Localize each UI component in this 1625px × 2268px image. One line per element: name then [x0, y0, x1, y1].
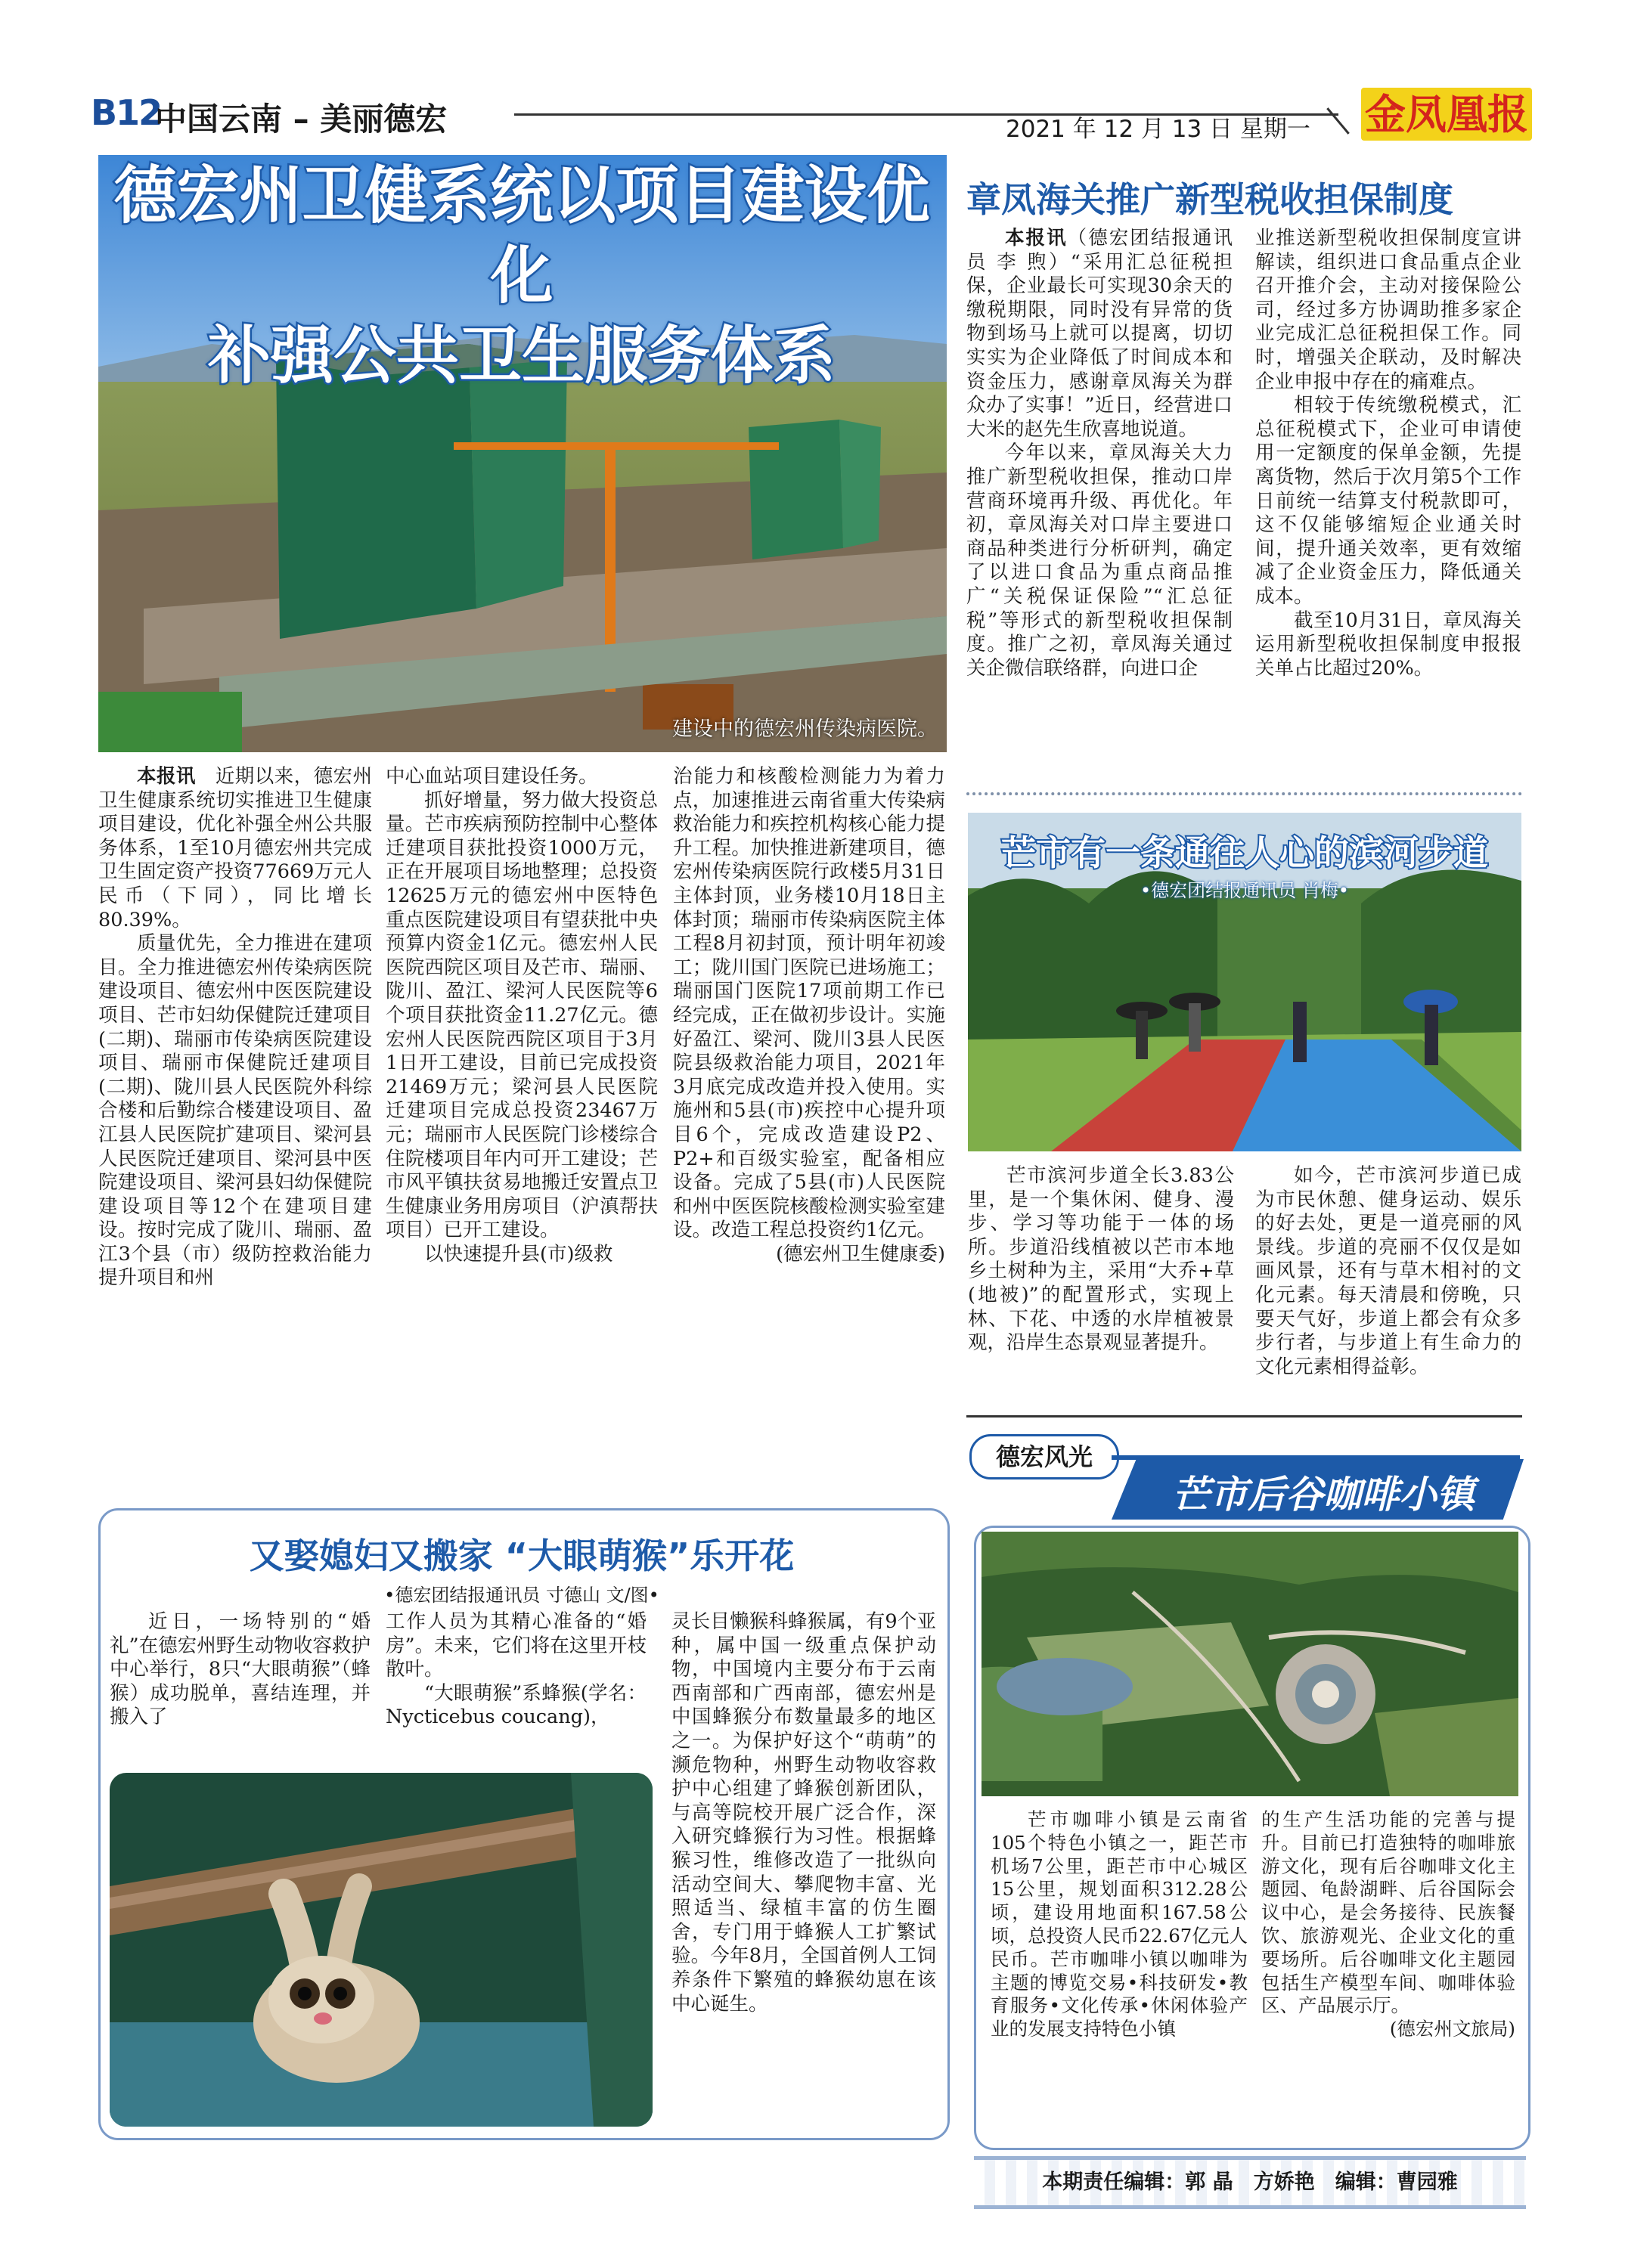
lead-para: 以快速提升县(市)级救: [424, 1242, 613, 1266]
lead-title-line2: 补强公共卫生服务体系: [208, 318, 836, 392]
loris-col-1: [110, 1610, 371, 1730]
logo-text: 金凤凰报: [1365, 90, 1528, 138]
column-tag-text: 德宏风光: [995, 1442, 1093, 1471]
lead-title: [98, 155, 945, 395]
customs-para: 本报讯（德宏团结报通讯员 李 煦）“采用汇总征税担保，企业最长可实现30余天的缴税期限，同时没有异常的货物到场马上就可以提离，切切实实为企业降低了时间成本和资金压力，感谢章凤海关为群众办了实事！”近日，经营进口大米的赵先生欣喜地说道。: [966, 227, 1233, 441]
loris-col-2: [386, 1610, 647, 1730]
lead-para: 质量优先，全力推进在建项目。全力推进德宏州传染病医院建设项目、德宏州中医医院建设项目、芒市妇幼保健院迁建项目(二期)、瑞丽市传染病医院建设项目、瑞丽市保健院迁建项目(二期)、陇川县人民医院外科综合楼和后勤综合楼建设项目、盈江县人民医院扩建项目、梁河县人民医院迁建项目、梁河县中医院建设项目、梁河县妇幼保健院建设项目等12个在建项目建设。按时完成了陇川、瑞丽、盈江3个县（市）级防控救治能力提升项目和州: [98, 932, 372, 1290]
customs-col-2: [1255, 227, 1521, 680]
lead-photo-caption: 建设中的德宏州传染病医院。: [672, 717, 938, 741]
loris-col-3: [671, 1610, 936, 2016]
coffee-para: 的生产生活功能的完善与提升。目前已打造独特的咖啡旅游文化，现有后谷咖啡文化主题园、龟龄湖畔、后谷国际会议中心，是会务接待、民族餐饮、旅游观光、企业文化的重要场所。后谷咖啡文化主题园包括生产模型车间、咖啡体验区、产品展示厅。: [1261, 1808, 1515, 2017]
slow-loris-photo: [110, 1773, 653, 2127]
riverwalk-col-1: [968, 1164, 1234, 1356]
customs-byline: 本报讯: [1005, 227, 1068, 249]
riverwalk-para: 芒市滨河步道全长3.83公里，是一个集休闲、健身、漫步、学习等功能于一体的场所。步道沿线植被以芒市本地乡土树种为主，采用“大乔+草(地被)”的配置形式，实现上林、下花、中透的水岸植被景观，沿岸生态景观显著提升。: [968, 1164, 1234, 1355]
newspaper-logo: [1354, 85, 1535, 144]
header-slash: [1326, 107, 1350, 135]
loris-para: “大眼萌猴”系蜂猴(学名：Nycticebus coucang)，: [386, 1681, 647, 1729]
lead-para: 本报讯 近期以来，德宏州卫生健康系统切实推进卫生健康项目建设，优化补强全州公共服务体系，1至10月德宏州共完成卫生固定资产投资77669万元人民币（下同），同比增长80.39%。: [98, 765, 372, 931]
coffee-para: 芒市咖啡小镇是云南省105个特色小镇之一，距芒市机场7公里，距芒市中心城区15公里，规划面积312.28公顷，建设用地面积167.58公顷，总投资人民币22.67亿元人民币。芒市咖啡小镇以咖啡为主题的博览交易•科技研发•教育服务•文化传承•休闲体验产业的发展支持特色小镇: [991, 1808, 1248, 2040]
coffee-col-1: [991, 1808, 1248, 2041]
coffee-title: 芒市后谷咖啡小镇: [1172, 1473, 1475, 1517]
coffee-town-aerial-photo: [982, 1532, 1518, 1796]
coffee-credit: (德宏州文旅局): [1389, 2018, 1515, 2040]
lead-para: 治能力和核酸检测能力为着力点，加速推进云南省重大传染病救治能力和疾控机构核心能力提升工程。加快推进新建项目，德宏州传染病医院行政楼5月31日主体封顶，业务楼10月18日主体封顶；瑞丽市传染病医院主体工程8月初封顶，预计明年初竣工；陇川国门医院已进场施工；瑞丽国门医院17项前期工作已经完成，正在做初步设计。实施好盈江、梁河、陇川3县人民医院县级救治能力项目，2021年3月底完成改造并投入使用。实施州和5县(市)疾控中心提升项目6个，完成改造建设P2、P2+和百级实验室，配备相应设备。完成了5县(市)人民医院和州中医医院核酸检测实验室建设。改造工程总投资约1亿元。: [673, 765, 945, 1242]
customs-col-1: [966, 227, 1233, 680]
footer-band: [974, 2156, 1526, 2209]
separator-rule: [966, 1415, 1522, 1418]
customs-para: 相较于传统缴税模式，汇总征税模式下，企业可申请使用一定额度的保单金额，先提离货物，然后于次月第5个工作日前统一结算支付税款即可，这不仅能够缩短企业通关时间，提升通关效率，更有效缩减了企业资金压力，降低通关成本。: [1255, 394, 1521, 608]
customs-para: 截至10月31日，章凤海关运用新型税收担保制度申报报关单占比超过20%。: [1255, 609, 1521, 680]
customs-title: 章凤海关推广新型税收担保制度: [966, 179, 1453, 220]
lead-col-2: [386, 765, 658, 1266]
loris-para: 工作人员为其精心准备的“婚房”。未来，它们将在这里开枝散叶。: [386, 1610, 647, 1681]
footer-editors: 本期责任编辑：郭 晶 方娇艳 编辑：曹园雅: [1042, 2170, 1458, 2194]
lead-credit: (德宏州卫生健康委): [776, 1242, 945, 1266]
issue-date: 2021 年 12 月 13 日 星期一: [1006, 116, 1310, 143]
lead-col-1: [98, 765, 372, 1290]
page-number: B12: [91, 92, 162, 133]
loris-title: 又娶媳妇又搬家 “大眼萌猴”乐开花: [249, 1535, 795, 1576]
section-title: 中国云南 – 美丽德宏: [155, 101, 448, 138]
lead-para: 中心血站项目建设任务。: [386, 765, 598, 788]
customs-para: 今年以来，章凤海关大力推广新型税收担保，推动口岸营商环境再升级、再优化。年初，章凤海关对口岸主要进口商品种类进行分析研判，确定了以进口食品为重点商品推广“关税保证保险”“汇总征税”等形式的新型税收担保制度。推广之初，章凤海关通过关企微信联络群，向进口企: [966, 442, 1233, 680]
coffee-col-2: [1261, 1808, 1515, 2041]
lead-title-line1: 德宏州卫健系统以项目建设优化: [113, 158, 930, 312]
column-tag: [969, 1434, 1119, 1479]
riverwalk-col-2: [1255, 1164, 1521, 1379]
loris-para: 灵长目懒猴科蜂猴属，有9个亚种，属中国一级重点保护动物，中国境内主要分布于云南西南部和广西南部，德宏州是中国蜂猴分布数量最多的地区之一。为保护好这个“萌萌”的濒危物种，州野生动物收容救护中心组建了蜂猴创新团队，与高等院校开展广泛合作，深入研究蜂猴行为习性。根据蜂猴习性，维修改造了一批纵向活动空间大、攀爬物丰富、光照适当、绿植丰富的仿生圈舍，专门用于蜂猴人工扩繁试验。今年8月，全国首例人工饲养条件下繁殖的蜂猴幼崽在该中心诞生。: [671, 1610, 936, 2015]
lead-col-3: [673, 765, 945, 1266]
lead-para: 抓好增量，努力做大投资总量。芒市疾病预防控制中心整体迁建项目获批投资1000万元，正在开展项目场地整理；总投资12625万元的德宏州中医特色重点医院建设项目有望获批中央预算内资金1亿元。德宏州人民医院西院区项目及芒市、瑞丽、陇川、盈江、梁河人民医院等6个项目获批资金11.27亿元。德宏州人民医院西院区项目于3月1日开工建设，目前已完成投资21469万元；梁河县人民医院迁建项目完成总投资23467万元；瑞丽市人民医院门诊楼综合住院楼项目年内可开工建设；芒市风平镇扶贫易地搬迁安置点卫生健康业务用房项目（沪滇帮扶项目）已开工建设。: [386, 789, 658, 1242]
loris-para: 近日，一场特别的“婚礼”在德宏州野生动物收容救护中心举行，8只“大眼萌猴”（蜂猴）成功脱单，喜结连理，并搬入了: [110, 1610, 371, 1729]
riverwalk-byline: •德宏团结报通讯员 肖梅•: [1140, 880, 1349, 901]
riverwalk-title: 芒市有一条通往人心的滨河步道: [1001, 832, 1488, 873]
separator-dots: [966, 792, 1522, 795]
loris-byline: •德宏团结报通讯员 寸德山 文/图•: [384, 1585, 659, 1606]
customs-para: 业推送新型税收担保制度宣讲解读，组织进口食品重点企业召开推介会，主动对接保险公司，经过多方协调助推多家企业完成汇总征税担保工作。同时，增强关企联动，及时解决企业申报中存在的痛难点。: [1255, 227, 1521, 393]
riverwalk-para: 如今，芒市滨河步道已成为市民休憩、健身运动、娱乐的好去处，更是一道亮丽的风景线。步道的亮丽不仅仅是如画风景，还有与草木相衬的文化元素。每天清晨和傍晚，只要天气好，步道上都会有众多步行者，与步道上有生命力的文化元素相得益彰。: [1255, 1164, 1521, 1378]
lead-byline: 本报讯: [137, 765, 196, 788]
